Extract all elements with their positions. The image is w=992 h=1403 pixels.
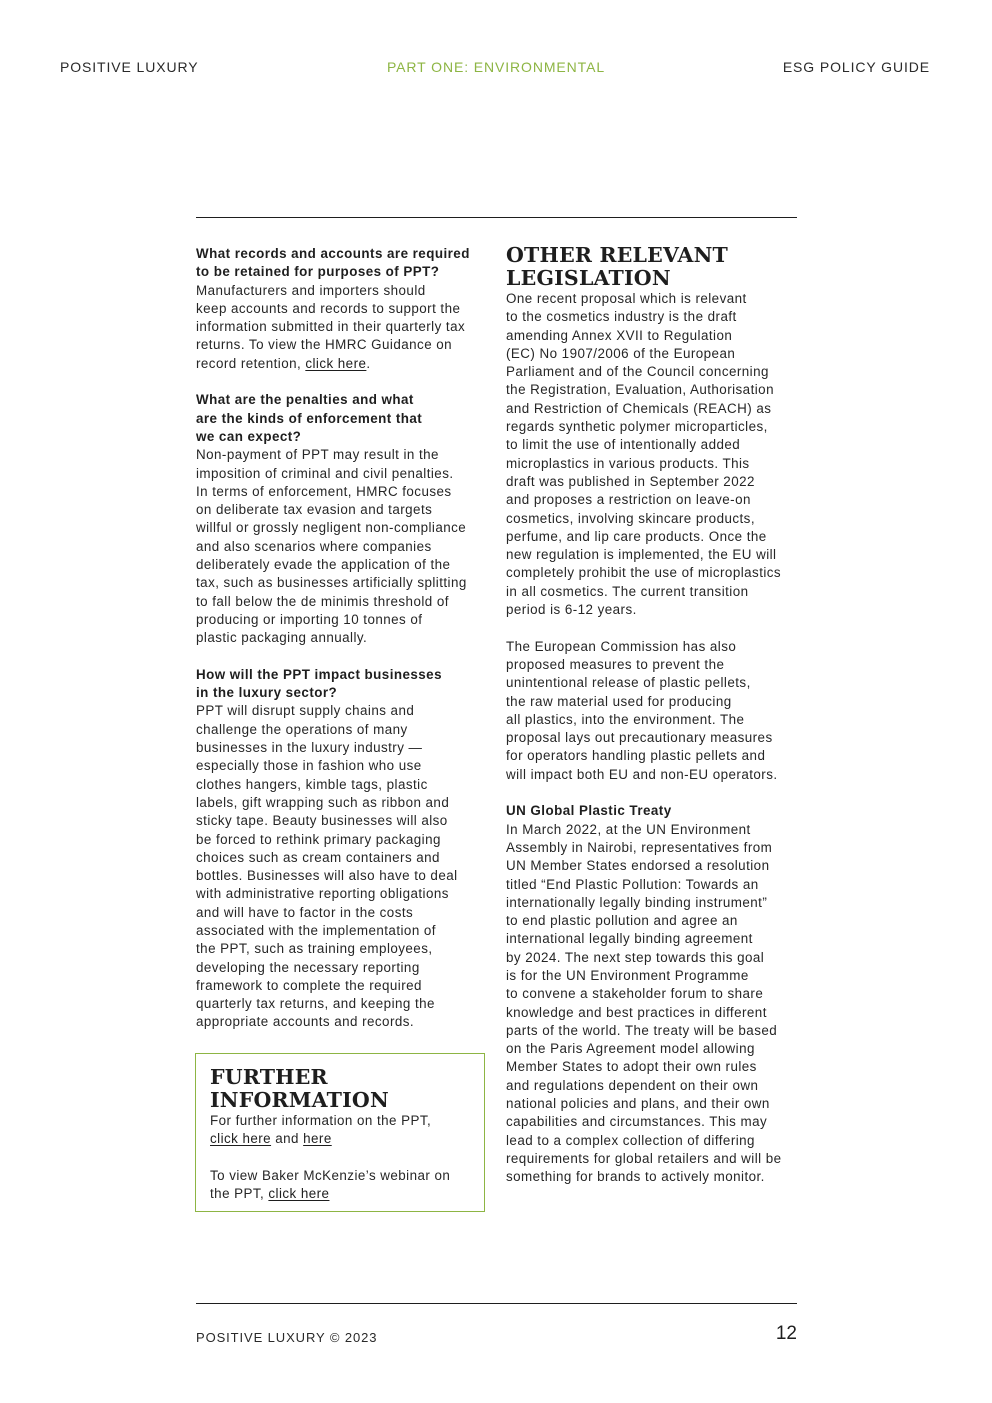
body-line — [196, 355, 491, 373]
paragraph-reach-proposal — [506, 290, 798, 619]
section-title-other-legislation — [506, 244, 798, 290]
body-line: to limit the use of intentionally added — [506, 437, 741, 453]
body-line: regards synthetic polymer microparticles, — [506, 419, 768, 435]
body-line: perfume, and lip care products. Once the — [506, 528, 767, 544]
body-line: draft was published in September 2022 — [506, 473, 755, 489]
body-line: national policies and plans, and their own — [506, 1096, 770, 1112]
heading-line: What are the penalties and what — [196, 392, 414, 408]
body-line: (EC) No 1907/2006 of the European — [506, 345, 736, 361]
left-column — [196, 245, 491, 1032]
answer-records — [196, 282, 491, 373]
section-records — [196, 245, 491, 373]
answer-penalties — [196, 446, 491, 647]
body-line: the raw material used for producing — [506, 693, 732, 709]
body-line: and will have to factor in the costs — [196, 904, 414, 920]
body-line: proposal lays out precautionary measures — [506, 730, 773, 746]
body-line: Parliament and of the Council concerning — [506, 364, 769, 380]
body-line: framework to complete the required — [196, 977, 422, 993]
body-line: choices such as cream containers and — [196, 849, 440, 865]
body-line: all plastics, into the environment. The — [506, 711, 745, 727]
body-line: UN Member States endorsed a resolution — [506, 858, 770, 874]
body-line: keep accounts and records to support the — [196, 300, 461, 316]
body-line: clothes hangers, kimble tags, plastic — [196, 776, 428, 792]
heading-line: we can expect? — [196, 428, 302, 444]
heading-line: are the kinds of enforcement that — [196, 410, 423, 426]
answer-luxury-impact — [196, 702, 491, 1031]
title-line: FURTHER — [210, 1065, 328, 1089]
body-line: amending Annex XVII to Regulation — [506, 327, 733, 343]
footer-copyright: POSITIVE LUXURY © 2023 — [196, 1330, 378, 1345]
body-line: be forced to rethink primary packaging — [196, 831, 441, 847]
heading-line: in the luxury sector? — [196, 685, 338, 701]
body-line: One recent proposal which is relevant — [506, 291, 747, 306]
body-line: challenge the operations of many — [196, 721, 408, 737]
body-line: the PPT, such as training employees, — [196, 941, 433, 957]
ppt-info-link-1[interactable]: click here — [210, 1131, 272, 1147]
body-line: Assembly in Nairobi, representatives from — [506, 839, 773, 855]
body-line: microplastics in various products. This — [506, 455, 750, 471]
body-line: to end plastic pollution and agree an — [506, 913, 738, 929]
paragraph-plastic-pellets — [506, 638, 798, 784]
body-line: parts of the world. The treaty will be based — [506, 1022, 778, 1038]
heading-line: What records and accounts are required — [196, 246, 470, 261]
body-line: Manufacturers and importers should — [196, 282, 426, 298]
header-section-title: PART ONE: ENVIRONMENTAL — [386, 59, 606, 75]
body-line: tax, such as businesses artificially splitting — [196, 575, 467, 591]
body-line — [210, 1185, 474, 1203]
body-line: to the cosmetics industry is the draft — [506, 309, 737, 325]
body-line — [210, 1130, 474, 1148]
body-line: Member States to adopt their own rules — [506, 1059, 757, 1075]
body-line: plastic packaging annually. — [196, 630, 368, 646]
top-divider — [196, 217, 797, 218]
right-column — [506, 245, 798, 1187]
body-line: will impact both EU and non-EU operators. — [506, 766, 778, 782]
body-line: To view Baker McKenzie’s webinar on — [210, 1167, 451, 1183]
section-un-treaty — [506, 802, 798, 1186]
body-line: sticky tape. Beauty businesses will also — [196, 813, 448, 829]
body-line: is for the UN Environment Programme — [506, 967, 749, 983]
body-line: internationally legally binding instrument” — [506, 894, 768, 910]
further-info-ppt — [210, 1112, 474, 1149]
body-line: with administrative reporting obligations — [196, 886, 449, 902]
body-line: proposed measures to prevent the — [506, 656, 725, 672]
body-line: quarterly tax returns, and keeping the — [196, 996, 435, 1012]
section-luxury-impact — [196, 666, 491, 1032]
bottom-divider — [196, 1303, 797, 1304]
body-line: something for brands to actively monitor. — [506, 1169, 765, 1185]
body-line: knowledge and best practices in different — [506, 1004, 767, 1020]
body-line: for operators handling plastic pellets and — [506, 748, 766, 764]
heading-line: How will the PPT impact businesses — [196, 666, 442, 682]
further-information-box — [195, 1053, 485, 1212]
body-line: new regulation is implemented, the EU will — [506, 547, 777, 563]
body-line: on the Paris Agreement model allowing — [506, 1041, 755, 1057]
body-line: and also scenarios where companies — [196, 538, 432, 554]
body-text: and — [271, 1131, 304, 1147]
body-line: For further information on the PPT, — [210, 1113, 432, 1128]
body-line: appropriate accounts and records. — [196, 1014, 415, 1030]
title-line: INFORMATION — [210, 1088, 389, 1112]
body-line: lead to a complex collection of differing — [506, 1132, 755, 1148]
body-line: deliberately evade the application of the — [196, 557, 451, 573]
body-line: returns. To view the HMRC Guidance on — [196, 337, 453, 353]
body-line: bottles. Businesses will also have to deal — [196, 868, 458, 884]
further-information-title — [210, 1066, 474, 1112]
heading-line: to be retained for purposes of PPT? — [196, 264, 440, 280]
body-line: labels, gift wrapping such as ribbon and — [196, 794, 450, 810]
body-line: associated with the implementation of — [196, 922, 436, 938]
hmrc-guidance-link[interactable]: click here — [305, 355, 367, 371]
body-line: cosmetics, involving skincare products, — [506, 510, 756, 526]
body-line: to fall below the de minimis threshold of — [196, 593, 449, 609]
body-line: willful or grossly negligent non-compliance — [196, 520, 467, 536]
body-text: record retention, — [196, 355, 306, 371]
body-line: to convene a stakeholder forum to share — [506, 986, 764, 1002]
body-line: capabilities and circumstances. This may — [506, 1114, 768, 1130]
header-document-title: ESG POLICY GUIDE — [782, 59, 930, 75]
body-line: producing or importing 10 tonnes of — [196, 611, 423, 627]
body-line: imposition of criminal and civil penalties. — [196, 465, 454, 481]
body-line: The European Commission has also — [506, 638, 737, 654]
body-line: and proposes a restriction on leave-on — [506, 492, 751, 508]
header-brand: POSITIVE LUXURY — [60, 59, 199, 75]
body-text: the PPT, — [210, 1186, 269, 1202]
body-line: international legally binding agreement — [506, 931, 753, 947]
body-line: in all cosmetics. The current transition — [506, 583, 749, 599]
body-line: information submitted in their quarterly tax — [196, 319, 466, 335]
body-line: In March 2022, at the UN Environment — [506, 821, 751, 837]
body-line: businesses in the luxury industry — — [196, 740, 423, 756]
body-line: the Registration, Evaluation, Authorisation — [506, 382, 774, 398]
body-line: on deliberate tax evasion and targets — [196, 502, 433, 518]
title-line: OTHER RELEVANT — [506, 243, 728, 267]
body-line: completely prohibit the use of microplastics — [506, 565, 782, 581]
paragraph-un-treaty — [506, 821, 798, 1187]
body-line: requirements for global retailers and will be — [506, 1150, 782, 1166]
body-line: developing the necessary reporting — [196, 959, 420, 975]
question-heading-penalties — [196, 391, 491, 446]
page-number: 12 — [775, 1323, 797, 1344]
body-line: especially those in fashion who use — [196, 758, 422, 774]
body-line: period is 6-12 years. — [506, 602, 637, 618]
question-heading-luxury-impact — [196, 666, 491, 703]
body-line: Non-payment of PPT may result in the — [196, 447, 439, 463]
question-heading-records — [196, 245, 491, 282]
subheading-un-treaty: UN Global Plastic Treaty — [506, 803, 672, 819]
body-line: by 2024. The next step towards this goal — [506, 949, 765, 965]
body-line: PPT will disrupt supply chains and — [196, 703, 415, 719]
section-penalties — [196, 391, 491, 647]
further-info-webinar — [210, 1167, 474, 1204]
title-line: LEGISLATION — [506, 266, 671, 290]
webinar-link[interactable]: click here — [268, 1186, 330, 1202]
body-line: and regulations dependent on their own — [506, 1077, 759, 1093]
body-line: unintentional release of plastic pellets, — [506, 675, 751, 691]
body-line: and Restriction of Chemicals (REACH) as — [506, 400, 772, 416]
body-line: In terms of enforcement, HMRC focuses — [196, 483, 452, 499]
body-line: titled “End Plastic Pollution: Towards an — [506, 876, 759, 892]
ppt-info-link-2[interactable]: here — [303, 1131, 332, 1147]
body-text: . — [366, 355, 371, 371]
